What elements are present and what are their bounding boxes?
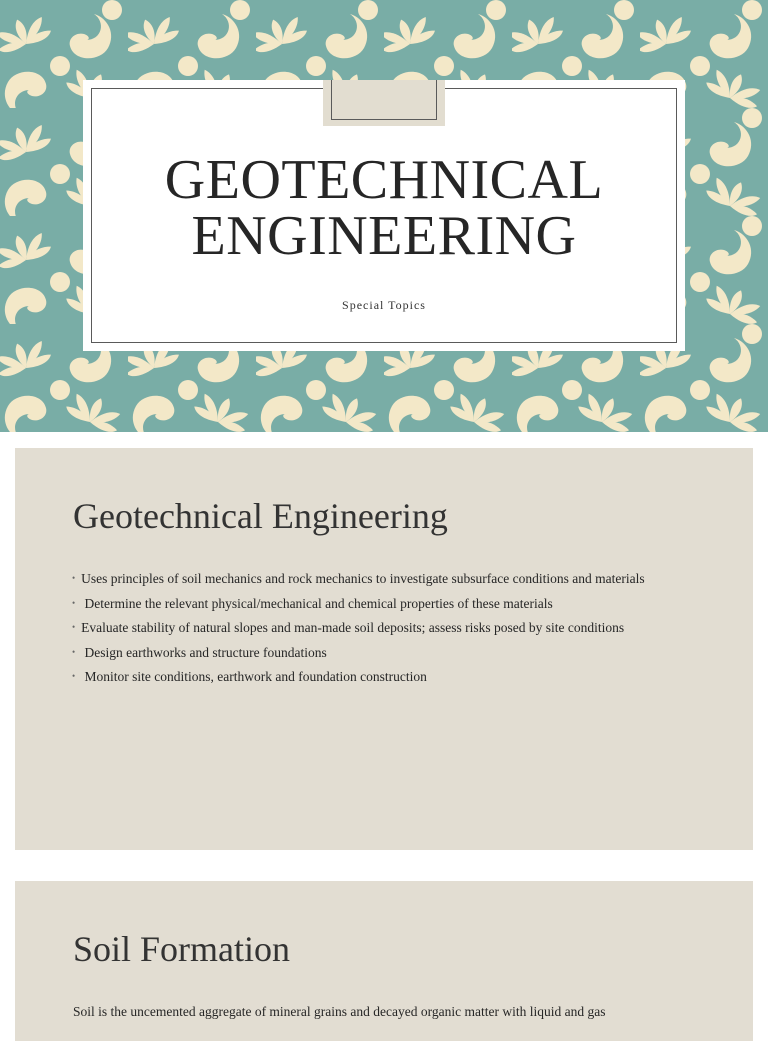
main-title	[83, 149, 685, 267]
bullet-text: Monitor site conditions, earthwork and foundation construction	[84, 669, 427, 684]
title-tab-decoration	[323, 80, 445, 126]
main-title-line1: GEOTECHNICAL	[164, 149, 604, 211]
body-text: Soil is the uncemented aggregate of mineral grains and decayed organic matter with liquid and gas	[73, 1004, 606, 1019]
list-item	[72, 568, 645, 593]
bullet-icon: •	[72, 671, 76, 681]
title-card	[83, 80, 685, 351]
slide-geotechnical-engineering	[15, 448, 753, 850]
slide-soil-formation	[15, 881, 753, 1041]
list-item	[72, 642, 645, 667]
list-item	[72, 617, 645, 642]
bullet-icon: •	[72, 622, 76, 632]
slide-heading: Geotechnical Engineering	[73, 496, 448, 536]
list-item	[72, 666, 645, 691]
main-title-line2: ENGINEERING	[191, 205, 577, 267]
bullet-icon: •	[72, 573, 76, 583]
slide-heading: Soil Formation	[73, 929, 291, 969]
bullet-text: Determine the relevant physical/mechanical and chemical properties of these materials	[84, 595, 553, 611]
subtitle: Special Topics	[342, 298, 426, 312]
list-item	[72, 593, 645, 618]
title-slide	[0, 0, 768, 432]
bullet-icon: •	[72, 597, 76, 608]
bullet-text: Design earthworks and structure foundations	[84, 644, 327, 660]
bullet-text: Evaluate stability of natural slopes and man-made soil deposits; assess risks posed by site conditions	[81, 620, 625, 635]
bullet-list	[72, 568, 645, 691]
bullet-text: Uses principles of soil mechanics and rock mechanics to investigate subsurface conditions and materials	[81, 571, 645, 586]
bullet-icon: •	[72, 646, 76, 657]
